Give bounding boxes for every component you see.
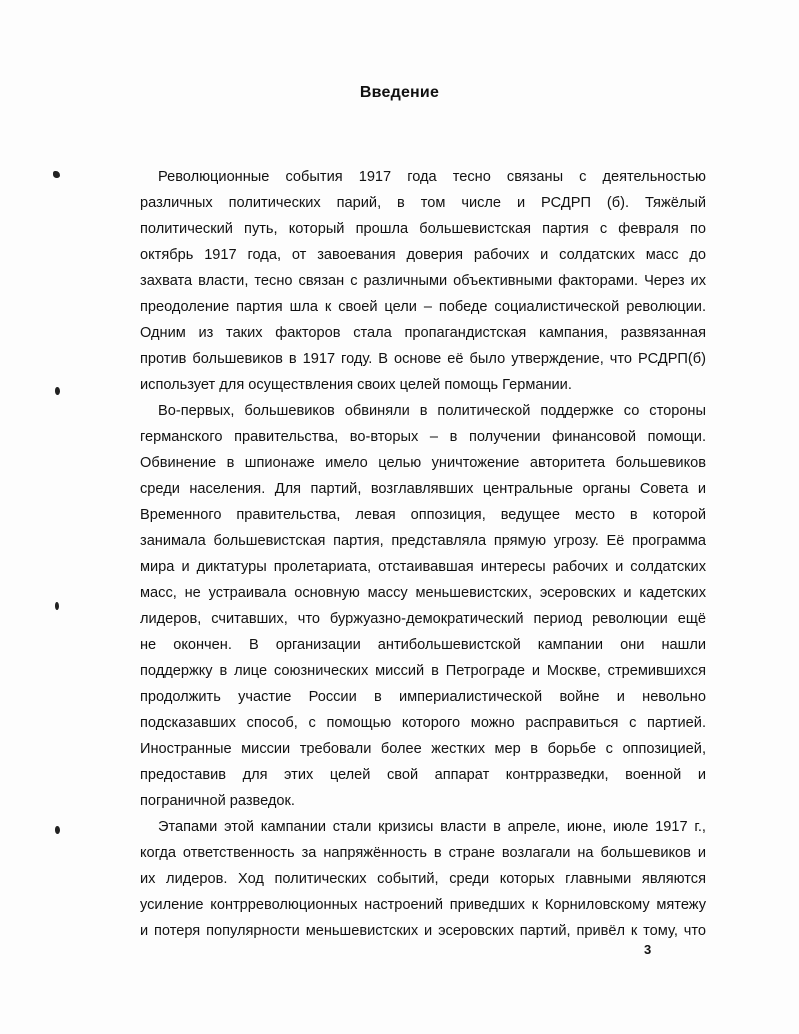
text-line: занимала большевистская партия, представляла прямую угрозу. Её программа <box>140 533 706 549</box>
text-line: преодоление партия шла к своей цели – победе социалистической революции. <box>140 299 706 315</box>
text-line: подсказавших способ, с помощью которого можно расправиться с партией. <box>140 715 706 731</box>
text-line: усиление контрреволюционных настроений приведших к Корниловскому мятежу <box>140 897 706 913</box>
text-line: пограничной разведок. <box>140 793 295 809</box>
text-line: и потеря популярности меньшевистских и эсеровских партий, привёл к тому, что <box>140 923 706 939</box>
text-line: использует для осуществления своих целей помощь Германии. <box>140 377 572 393</box>
text-line: различных политических парий, в том числе и РСДРП (б). Тяжёлый <box>140 195 706 211</box>
text-line: мира и диктатуры пролетариата, отстаивавшая интересы рабочих и солдатских <box>140 559 706 575</box>
page-number: 3 <box>644 942 652 957</box>
text-line: продолжить участие России в империалистической войне и невольно <box>140 689 706 705</box>
text-line: Одним из таких факторов стала пропагандистская кампания, развязанная <box>140 325 706 341</box>
text-line: Временного правительства, левая оппозиция, ведущее место в которой <box>140 507 706 523</box>
text-line: октябрь 1917 года, от завоевания доверия рабочих и солдатских масс до <box>140 247 706 263</box>
text-line: Революционные события 1917 года тесно связаны с деятельностью <box>158 169 706 185</box>
text-line: германского правительства, во-вторых – в получении финансовой помощи. <box>140 429 706 445</box>
text-line: Иностранные миссии требовали более жестких мер в борьбе с оппозицией, <box>140 741 706 757</box>
text-line: политический путь, который прошла большевистская партия с февраля по <box>140 221 706 237</box>
text-line: когда ответственность за напряжённость в стране возлагали на большевиков и <box>140 845 706 861</box>
text-line: их лидеров. Ход политических событий, среди которых главными являются <box>140 871 706 887</box>
text-line: Этапами этой кампании стали кризисы власти в апреле, июне, июле 1917 г., <box>158 819 706 835</box>
text-line: масс, не устраивала основную массу меньшевистских, эсеровских и кадетских <box>140 585 706 601</box>
text-line: захвата власти, тесно связан с различными объективными факторами. Через их <box>140 273 706 289</box>
text-line: поддержку в лице союзнических миссий в Петрограде и Москве, стремившихся <box>140 663 706 679</box>
text-line: лидеров, считавших, что буржуазно-демократический период революции ещё <box>140 611 706 627</box>
text-line: Обвинение в шпионаже имело целью уничтожение авторитета большевиков <box>140 455 706 471</box>
text-line: не окончен. В организации антибольшевистской кампании они нашли <box>140 637 706 653</box>
scan-artifact-mark <box>53 171 60 178</box>
page-title: Введение <box>359 84 440 101</box>
binding-hole-mark <box>55 387 60 395</box>
text-line: предоставив для этих целей свой аппарат контрразведки, военной и <box>140 767 706 783</box>
binding-hole-mark <box>55 602 59 610</box>
binding-hole-mark <box>55 826 60 834</box>
text-line: среди населения. Для партий, возглавлявших центральные органы Совета и <box>140 481 706 497</box>
text-line: против большевиков в 1917 году. В основе её было утверждение, что РСДРП(б) <box>140 351 706 367</box>
text-line: Во-первых, большевиков обвиняли в политической поддержке со стороны <box>158 403 706 419</box>
